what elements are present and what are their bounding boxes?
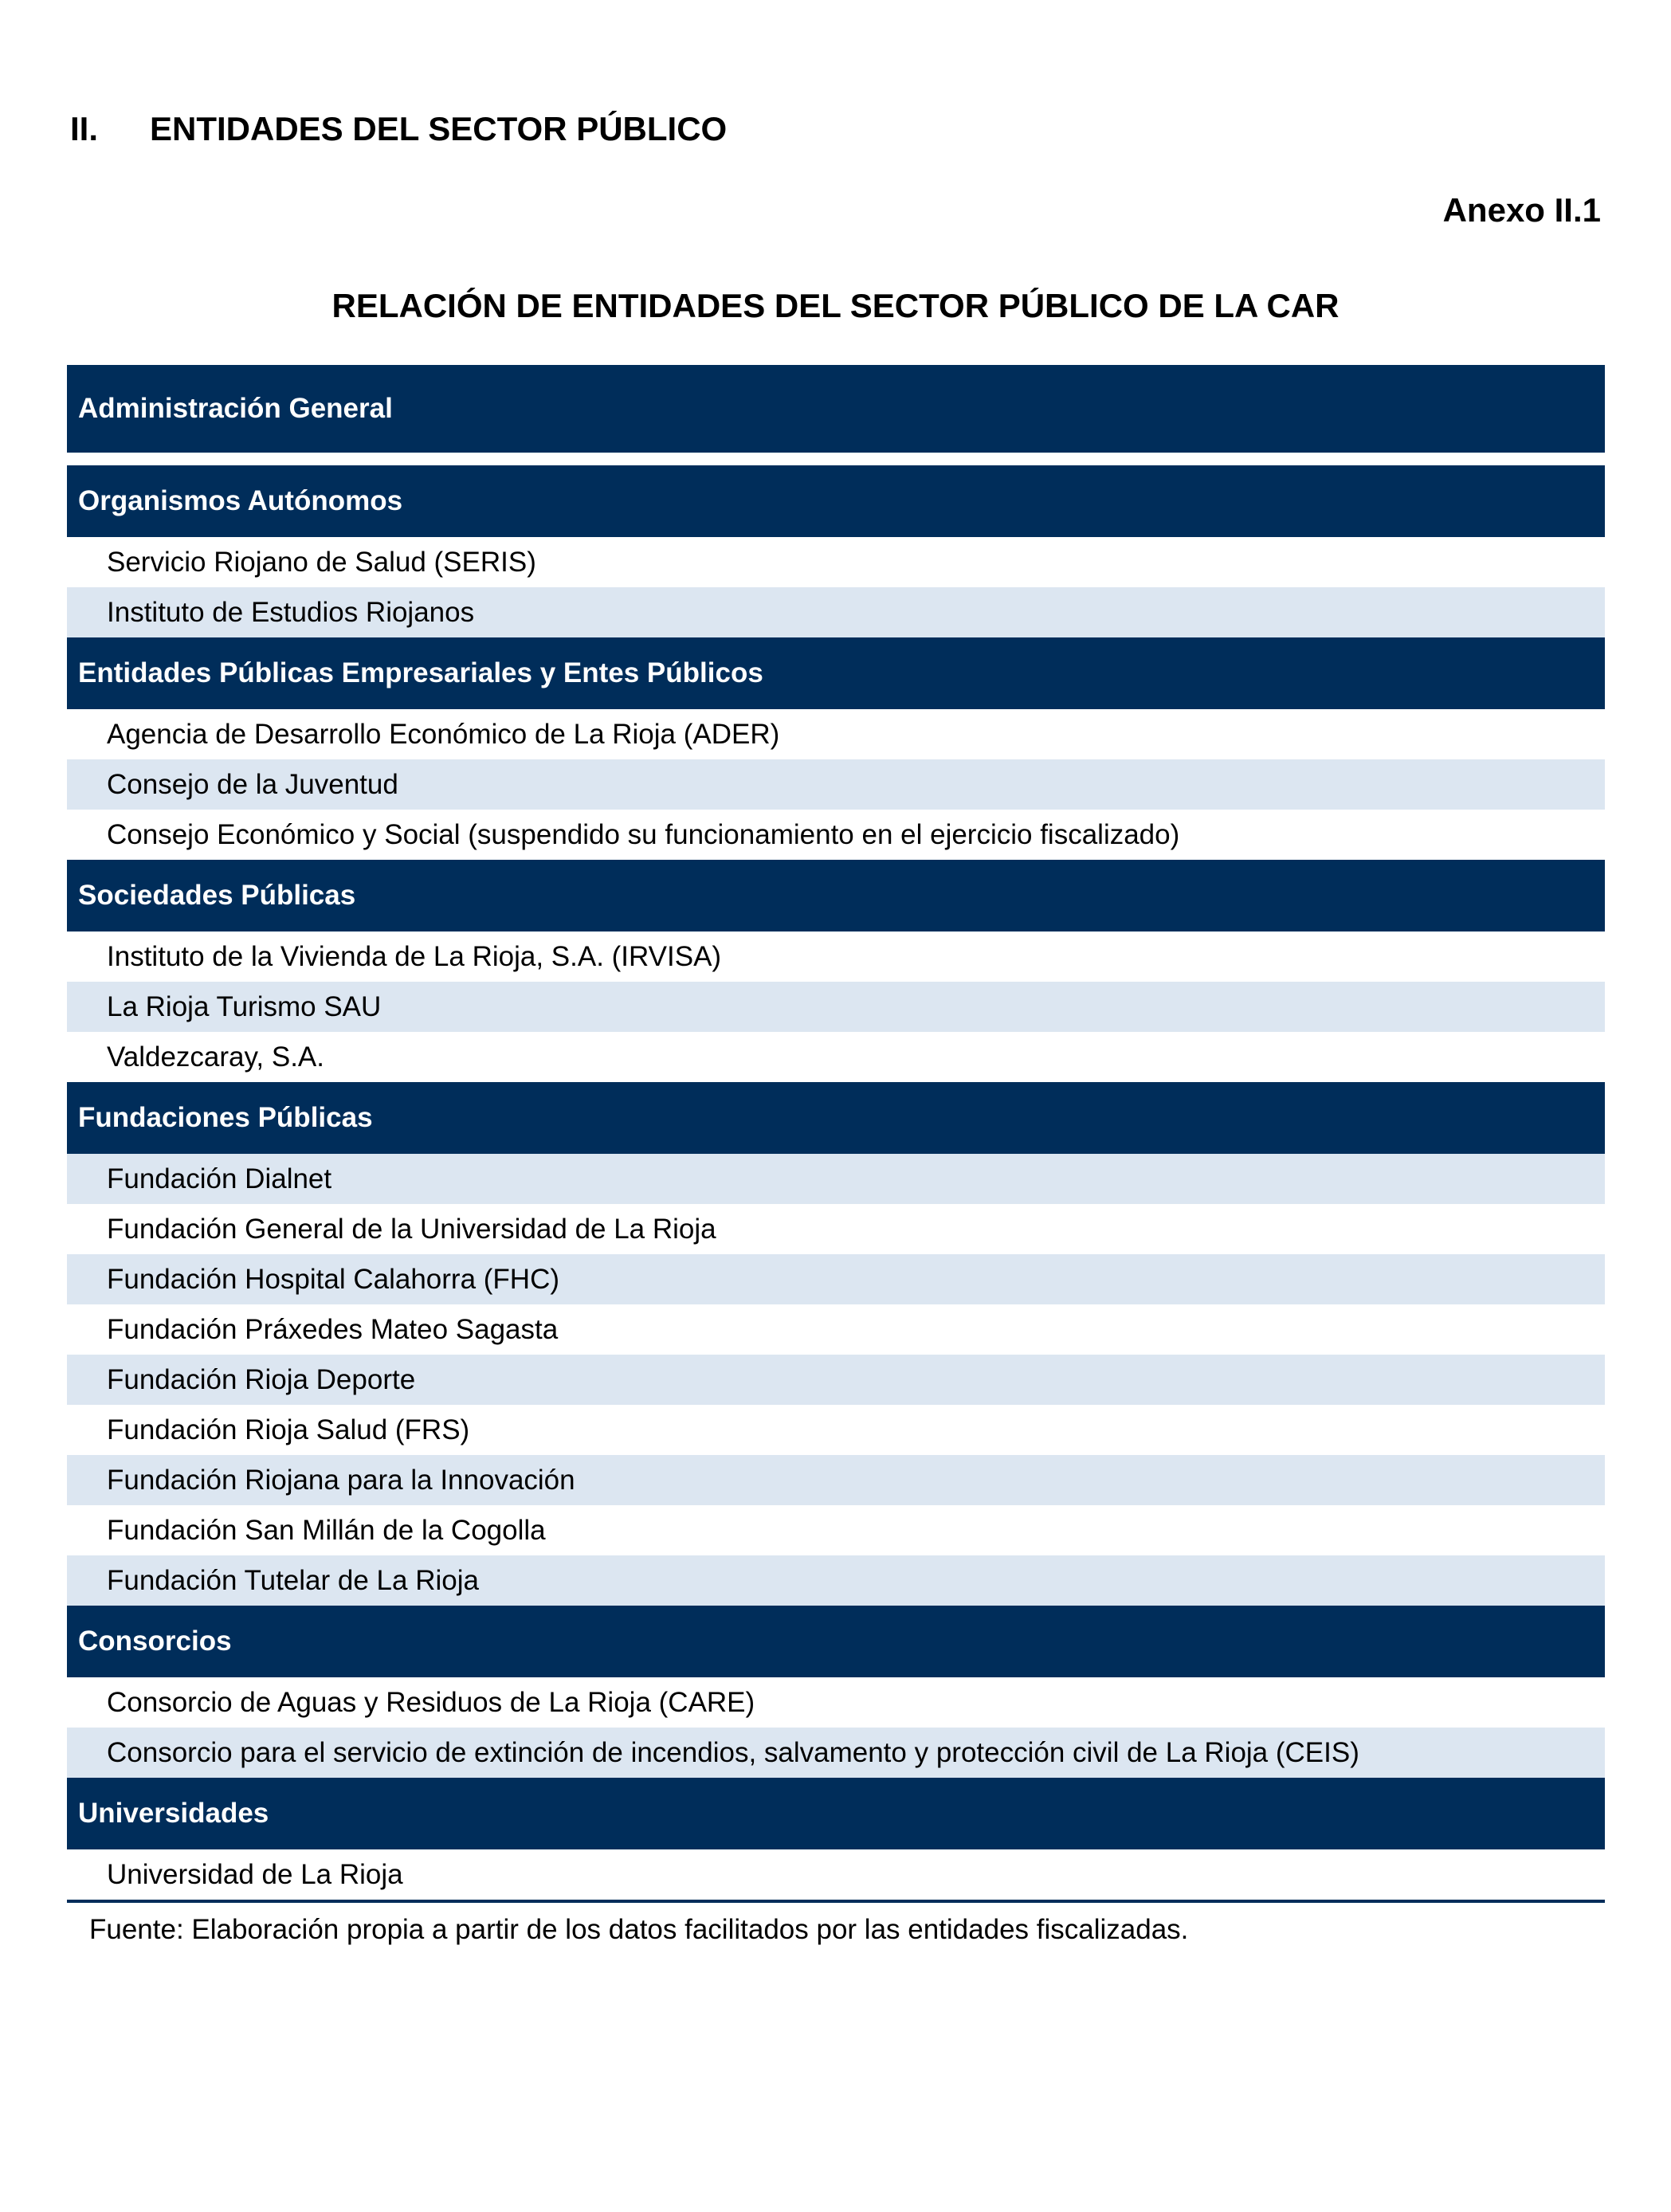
table-row: Agencia de Desarrollo Económico de La Rioja (ADER) (107, 718, 780, 750)
annex-label: Anexo II.1 (1442, 191, 1601, 229)
table-row: La Rioja Turismo SAU (67, 982, 1605, 1032)
section-title: ENTIDADES DEL SECTOR PÚBLICO (150, 110, 728, 147)
table-row: Fundación General de la Universidad de La Rioja (107, 1213, 716, 1245)
category-header-organismos: Organismos Autónomos (67, 465, 1605, 537)
table-row: Consorcio para el servicio de extinción de incendios, salvamento y protección civil de La Rioja (CEIS) (67, 1728, 1605, 1778)
table-row: Fundación Práxedes Mateo Sagasta (107, 1313, 559, 1345)
table-row: Fundación San Millán de la Cogolla (107, 1514, 546, 1546)
table-row: Instituto de la Vivienda de La Rioja, S.A. (IRVISA) (107, 940, 722, 972)
category-header-universidades: Universidades (67, 1778, 1605, 1849)
table-row: Valdezcaray, S.A. (107, 1041, 324, 1073)
table-row: Universidad de La Rioja (107, 1858, 403, 1890)
table-row: Fundación Rioja Deporte (67, 1355, 1605, 1405)
section-number: II. (70, 110, 99, 147)
table-title: RELACIÓN DE ENTIDADES DEL SECTOR PÚBLICO DE LA CAR (331, 287, 1340, 324)
category-header-entidades: Entidades Públicas Empresariales y Entes Públicos (67, 637, 1605, 709)
table-row: Instituto de Estudios Riojanos (67, 587, 1605, 637)
category-header-sociedades: Sociedades Públicas (67, 860, 1605, 931)
table-row: Consejo Económico y Social (suspendido su funcionamiento en el ejercicio fiscalizado) (107, 818, 1180, 850)
section-heading (70, 110, 727, 148)
table-bottom-rule (67, 1900, 1605, 1903)
table-row: Consorcio de Aguas y Residuos de La Rioja (CARE) (107, 1686, 755, 1718)
table-row: Fundación Hospital Calahorra (FHC) (67, 1254, 1605, 1304)
source-note: Fuente: Elaboración propia a partir de los datos facilitados por las entidades fiscalizadas. (89, 1914, 1189, 1945)
entities-table (67, 365, 1605, 1903)
table-row: Fundación Riojana para la Innovación (67, 1455, 1605, 1505)
table-row: Fundación Dialnet (67, 1154, 1605, 1204)
table-row: Fundación Tutelar de La Rioja (67, 1555, 1605, 1606)
category-header-consorcios: Consorcios (67, 1606, 1605, 1677)
category-header-fundaciones: Fundaciones Públicas (67, 1082, 1605, 1154)
spacer (67, 453, 1605, 465)
table-row: Fundación Rioja Salud (FRS) (107, 1414, 470, 1445)
table-row: Servicio Riojano de Salud (SERIS) (107, 546, 536, 578)
table-row: Consejo de la Juventud (67, 759, 1605, 810)
category-header-admin-general: Administración General (67, 365, 1605, 453)
